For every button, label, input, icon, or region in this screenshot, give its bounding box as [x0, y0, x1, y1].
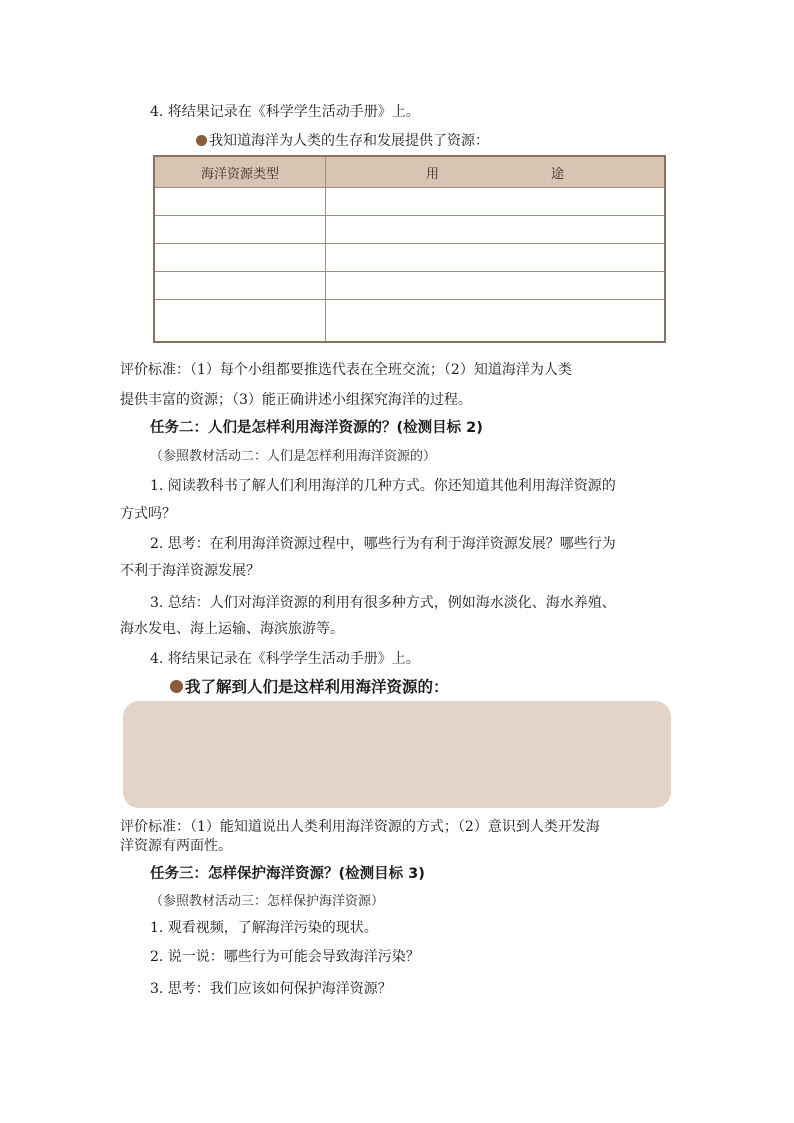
- task-2-step-2-line-2: 不利于海洋资源发展？: [120, 563, 260, 579]
- task-2-step-4: 4. 将结果记录在《科学学生活动手册》上。: [150, 651, 420, 667]
- task-2-step-3-line-1: 3. 总结：人们对海洋资源的利用有很多种方式，例如海水淡化、海水养殖、: [150, 595, 616, 611]
- table-row: [154, 216, 665, 244]
- header-usage: [326, 156, 666, 188]
- table-row: [154, 272, 665, 300]
- header-resource-type: 海洋资源类型: [154, 156, 326, 188]
- task-3-step-2: 2. 说一说：哪些行为可能会导致海洋污染？: [150, 949, 420, 965]
- table-header-row: [154, 156, 665, 188]
- table-row: [154, 300, 665, 342]
- task-2-reference: （参照教材活动二：人们是怎样利用海洋资源的）: [150, 449, 437, 464]
- task-2-step-1-line-2: 方式吗？: [120, 506, 176, 522]
- table-cell-usage[interactable]: [326, 272, 666, 300]
- table-row: [154, 244, 665, 272]
- task-3-reference: （参照教材活动三：怎样保护海洋资源）: [150, 894, 385, 909]
- table-cell-type[interactable]: [154, 300, 326, 342]
- bullet-heading-usage-text: 我了解到人们是这样利用海洋资源的：: [185, 678, 449, 696]
- bullet-dot-icon: [170, 680, 183, 693]
- criteria-1-line-1: 评价标准：（1）每个小组都要推选代表在全班交流；（2）知道海洋为人类: [120, 362, 572, 378]
- task-3-title: 任务三：怎样保护海洋资源？(检测目标 3): [150, 866, 425, 882]
- bullet-heading-text: 我知道海洋为人类的生存和发展提供了资源：: [209, 133, 489, 149]
- task-2-step-3-line-2: 海水发电、海上运输、海滨旅游等。: [120, 621, 344, 637]
- step-4-record: 4. 将结果记录在《科学学生活动手册》上。: [150, 104, 420, 120]
- table-row: [154, 188, 665, 216]
- header-usage-char-1: 用: [426, 166, 440, 182]
- task-3-step-3: 3. 思考：我们应该如何保护海洋资源？: [150, 981, 392, 997]
- bullet-dot-icon: [196, 135, 207, 146]
- header-usage-char-2: 途: [550, 166, 564, 182]
- ocean-resources-table: [153, 155, 666, 343]
- table-cell-type[interactable]: [154, 216, 326, 244]
- answer-box[interactable]: [123, 701, 671, 808]
- table-cell-usage[interactable]: [326, 216, 666, 244]
- table-cell-type[interactable]: [154, 272, 326, 300]
- table-cell-usage[interactable]: [326, 188, 666, 216]
- task-2-title: 任务二：人们是怎样利用海洋资源的？(检测目标 2): [150, 420, 483, 436]
- criteria-2-line-1: 评价标准：（1）能知道说出人类利用海洋资源的方式；（2）意识到人类开发海: [120, 819, 600, 835]
- criteria-1-line-2: 提供丰富的资源；（3）能正确讲述小组探究海洋的过程。: [120, 392, 472, 408]
- task-2-step-2-line-1: 2. 思考：在利用海洋资源过程中，哪些行为有利于海洋资源发展？哪些行为: [150, 536, 616, 552]
- bullet-heading-usage: [170, 675, 449, 697]
- table-cell-usage[interactable]: [326, 300, 666, 342]
- bullet-heading-resources: [196, 130, 489, 150]
- table-cell-type[interactable]: [154, 188, 326, 216]
- task-3-step-1: 1. 观看视频，了解海洋污染的现状。: [150, 920, 378, 936]
- table-cell-usage[interactable]: [326, 244, 666, 272]
- table-cell-type[interactable]: [154, 244, 326, 272]
- task-2-step-1-line-1: 1. 阅读教科书了解人们利用海洋的几种方式。你还知道其他利用海洋资源的: [150, 478, 616, 494]
- criteria-2-line-2: 洋资源有两面性。: [120, 838, 232, 854]
